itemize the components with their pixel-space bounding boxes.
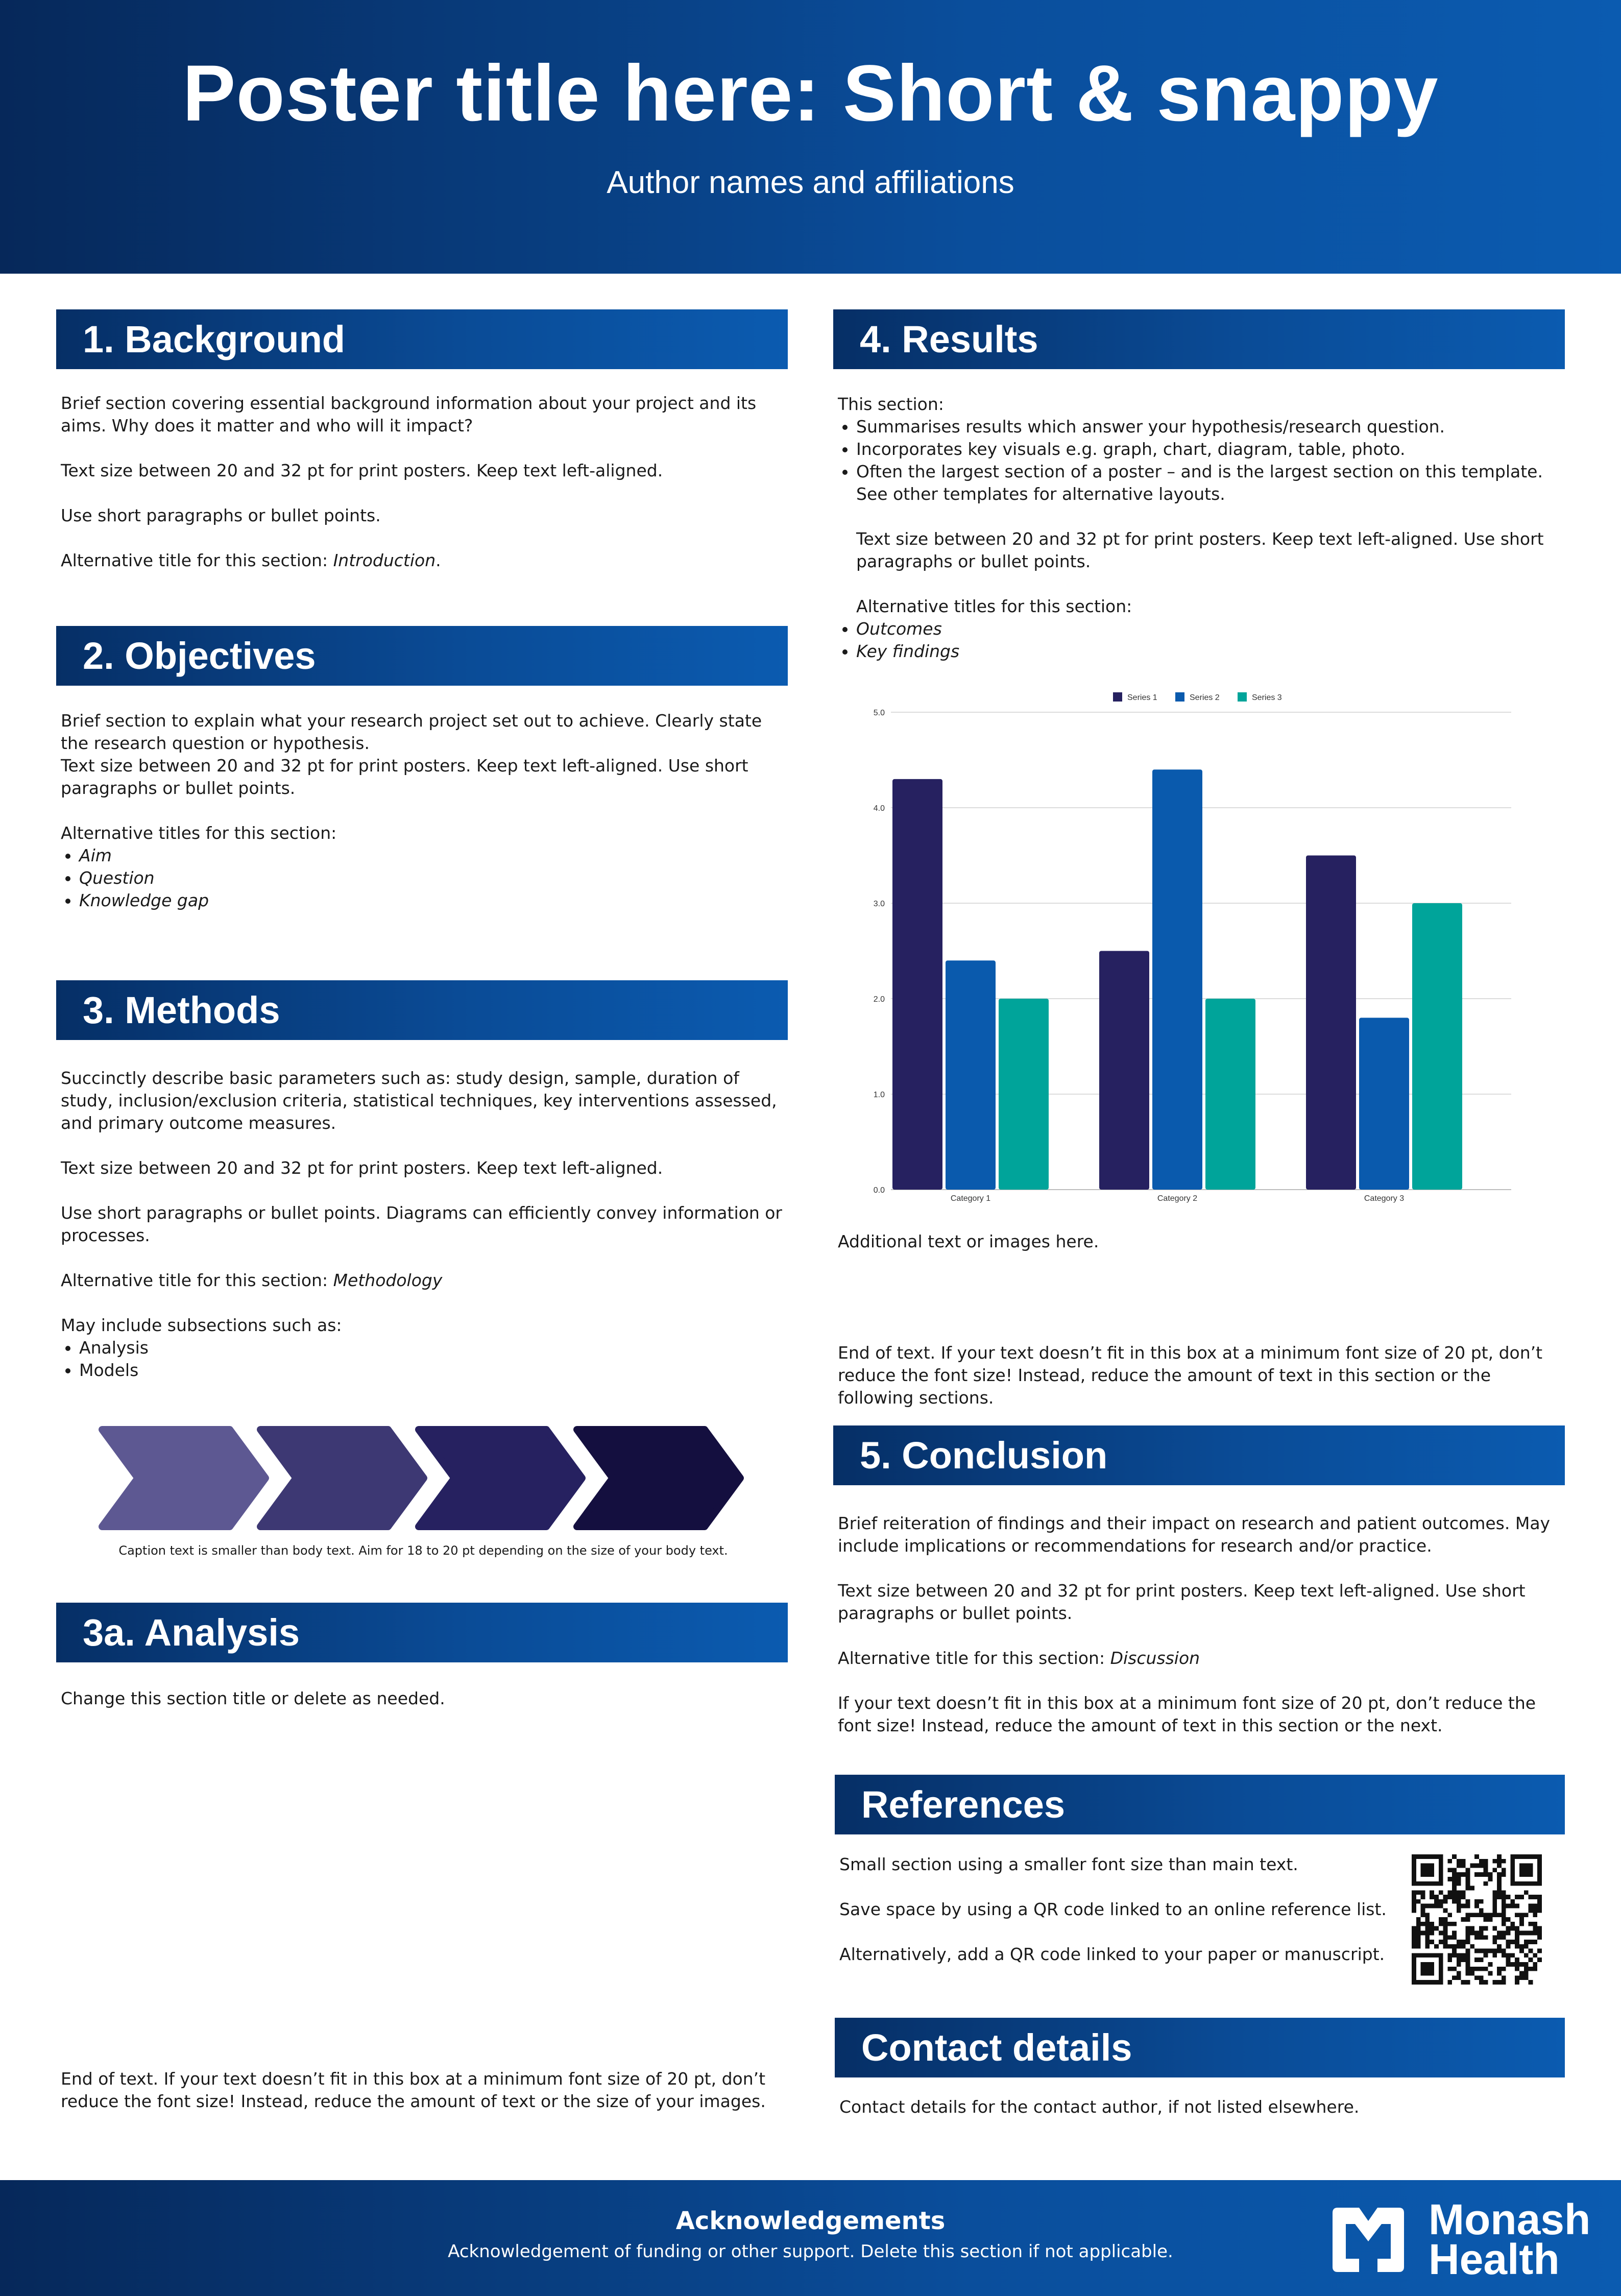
analysis-paragraph: Change this section title or delete as needed. <box>61 1688 445 1708</box>
process-step-4 <box>577 1430 740 1527</box>
monash-health-logo-icon <box>1327 2202 1409 2278</box>
qr-code-icon[interactable] <box>1412 1854 1542 1985</box>
results-bar-chart <box>863 679 1527 1210</box>
section-heading-contact: Contact details <box>835 2018 1565 2077</box>
results-alt-list <box>838 618 1568 663</box>
x-tick-label: Category 2 <box>1157 1194 1198 1203</box>
poster-title: Poster title here: Short & snappy <box>182 49 1439 138</box>
background-paragraph: Text size between 20 and 32 pt for print posters. Keep text left-aligned. <box>61 461 663 480</box>
methods-paragraph: Text size between 20 and 32 pt for print posters. Keep text left-aligned. <box>61 1158 663 1178</box>
list-item: • Often the largest section of a poster – and is the largest section on this template. See other templates for alternative layouts. Text size between 20 and 32 pt for print posters. Keep text left-aligned. Use short paragraphs or bullet points. Alternative titles for this section: <box>856 461 1568 618</box>
results-additional-text: Additional text or images here. <box>838 1231 1099 1251</box>
logo-wordmark: Monash Health <box>1429 2195 1591 2283</box>
legend-swatch <box>1238 692 1247 702</box>
y-tick-label: 3.0 <box>873 900 885 908</box>
methods-paragraph: Use short paragraphs or bullet points. Diagrams can efficiently convey information or processes. <box>61 1203 782 1245</box>
section-heading-conclusion: 5. Conclusion <box>833 1425 1565 1485</box>
section-heading-analysis: 3a. Analysis <box>56 1603 788 1662</box>
results-alt-label: Alternative titles for this section: <box>856 596 1132 616</box>
references-paragraph: Alternatively, add a QR code linked to your paper or manuscript. <box>839 1944 1385 1964</box>
legend-label: Series 1 <box>1127 693 1157 702</box>
chart-bar <box>892 779 942 1190</box>
chart-bar <box>1359 1018 1409 1190</box>
references-paragraph: Save space by using a QR code linked to an online reference list. <box>839 1899 1387 1919</box>
results-text-size: Text size between 20 and 32 pt for print posters. Keep text left-aligned. Use short paragraphs or bullet points. <box>856 529 1544 571</box>
legend-swatch <box>1175 692 1184 702</box>
background-body <box>61 392 791 572</box>
process-step-2 <box>260 1430 424 1527</box>
conclusion-alt-title: Alternative title for this section: Discussion <box>838 1648 1200 1668</box>
objectives-paragraph: Text size between 20 and 32 pt for print posters. Keep text left-aligned. Use short paragraphs or bullet points. <box>61 756 748 798</box>
process-step-1 <box>102 1430 265 1527</box>
diagram-caption: Caption text is smaller than body text. Aim for 18 to 20 pt depending on the size of your body text. <box>118 1543 728 1558</box>
y-tick-label: 5.0 <box>873 709 885 717</box>
conclusion-paragraph: Brief reiteration of findings and their impact on research and patient outcomes. May include implications or recommendations for research and/or practice. <box>838 1513 1551 1556</box>
section-heading-methods: 3. Methods <box>56 980 788 1040</box>
results-end-text: End of text. If your text doesn’t fit in this box at a minimum font size of 20 pt, don’t reduce the font size! Instead, reduce the amount of text in this section or the following sections. <box>838 1343 1543 1408</box>
section-heading-references: References <box>835 1775 1565 1834</box>
chart-bar <box>999 999 1049 1190</box>
results-intro: This section: <box>838 394 944 414</box>
methods-subsections-list <box>61 1337 791 1382</box>
analysis-body <box>61 1687 791 1710</box>
background-paragraph: Brief section covering essential background information about your project and its aims. Why does it matter and who will it impact? <box>61 393 757 436</box>
x-tick-label: Category 3 <box>1364 1194 1405 1203</box>
chart-bar <box>1306 856 1356 1190</box>
results-bullets <box>838 416 1568 618</box>
objectives-body <box>61 710 791 912</box>
legend-label: Series 3 <box>1252 693 1282 702</box>
analysis-end-text: End of text. If your text doesn’t fit in this box at a minimum font size of 20 pt, don’t reduce the font size! Instead, reduce the amount of text or the size of your images. <box>61 2069 766 2111</box>
conclusion-body <box>838 1512 1568 1737</box>
y-tick-label: 0.0 <box>873 1186 885 1195</box>
contact-body: Contact details for the contact author, if not listed elsewhere. <box>839 2097 1360 2117</box>
section-heading-objectives: 2. Objectives <box>56 626 788 686</box>
chart-bar <box>946 960 996 1190</box>
list-item: • Summarises results which answer your hypothesis/research question. <box>856 416 1568 438</box>
methods-paragraph: Succinctly describe basic parameters such as: study design, sample, duration of study, inclusion/exclusion criteria, statistical techniques, key interventions assessed, and primary outcome measures. <box>61 1068 777 1133</box>
list-item: • Analysis <box>79 1337 791 1359</box>
methods-alt-title: Alternative title for this section: Methodology <box>61 1270 443 1290</box>
acknowledgements-text: Acknowledgement of funding or other support. Delete this section if not applicable. <box>448 2241 1173 2262</box>
y-tick-label: 4.0 <box>873 804 885 813</box>
acknowledgements-title: Acknowledgements <box>675 2207 946 2235</box>
x-tick-label: Category 1 <box>950 1194 991 1203</box>
list-item: • Incorporates key visuals e.g. graph, chart, diagram, table, photo. <box>856 438 1568 461</box>
legend-swatch <box>1113 692 1122 702</box>
section-heading-results: 4. Results <box>833 309 1565 369</box>
acknowledgements-footer <box>0 2180 1621 2296</box>
methods-subsections-label: May include subsections such as: <box>61 1315 342 1335</box>
author-names: Author names and affiliations <box>607 165 1014 200</box>
background-paragraph: Use short paragraphs or bullet points. <box>61 505 381 525</box>
list-item: • Knowledge gap <box>79 889 791 912</box>
poster-header <box>0 0 1621 274</box>
monash-health-logo <box>1327 2196 1603 2283</box>
references-paragraph: Small section using a smaller font size than main text. <box>839 1854 1298 1874</box>
background-alt-title: Alternative title for this section: Introduction. <box>61 550 441 570</box>
references-body <box>839 1853 1401 1966</box>
y-tick-label: 1.0 <box>873 1091 885 1099</box>
section-heading-background: 1. Background <box>56 309 788 369</box>
chart-bar <box>1152 769 1202 1190</box>
list-item: • Outcomes <box>856 618 1568 640</box>
process-diagram <box>92 1424 756 1532</box>
objectives-alt-list <box>61 844 791 912</box>
results-body <box>838 393 1568 663</box>
conclusion-paragraph: If your text doesn’t fit in this box at a minimum font size of 20 pt, don’t reduce the font size! Instead, reduce the amount of text in this section or the next. <box>838 1693 1536 1735</box>
methods-body <box>61 1067 791 1382</box>
list-item: • Key findings <box>856 640 1568 663</box>
chart-bar <box>1099 951 1149 1190</box>
objectives-paragraph: Brief section to explain what your research project set out to achieve. Clearly state the research question or hypothesis. <box>61 711 762 753</box>
chart-bar <box>1205 999 1255 1190</box>
legend-label: Series 2 <box>1190 693 1220 702</box>
chart-bar <box>1412 903 1462 1190</box>
list-item: • Models <box>79 1359 791 1382</box>
process-step-3 <box>419 1430 582 1527</box>
list-item: • Aim <box>79 844 791 867</box>
conclusion-paragraph: Text size between 20 and 32 pt for print posters. Keep text left-aligned. Use short paragraphs or bullet points. <box>838 1581 1526 1623</box>
list-item: • Question <box>79 867 791 889</box>
objectives-alt-label: Alternative titles for this section: <box>61 823 337 843</box>
y-tick-label: 2.0 <box>873 995 885 1004</box>
